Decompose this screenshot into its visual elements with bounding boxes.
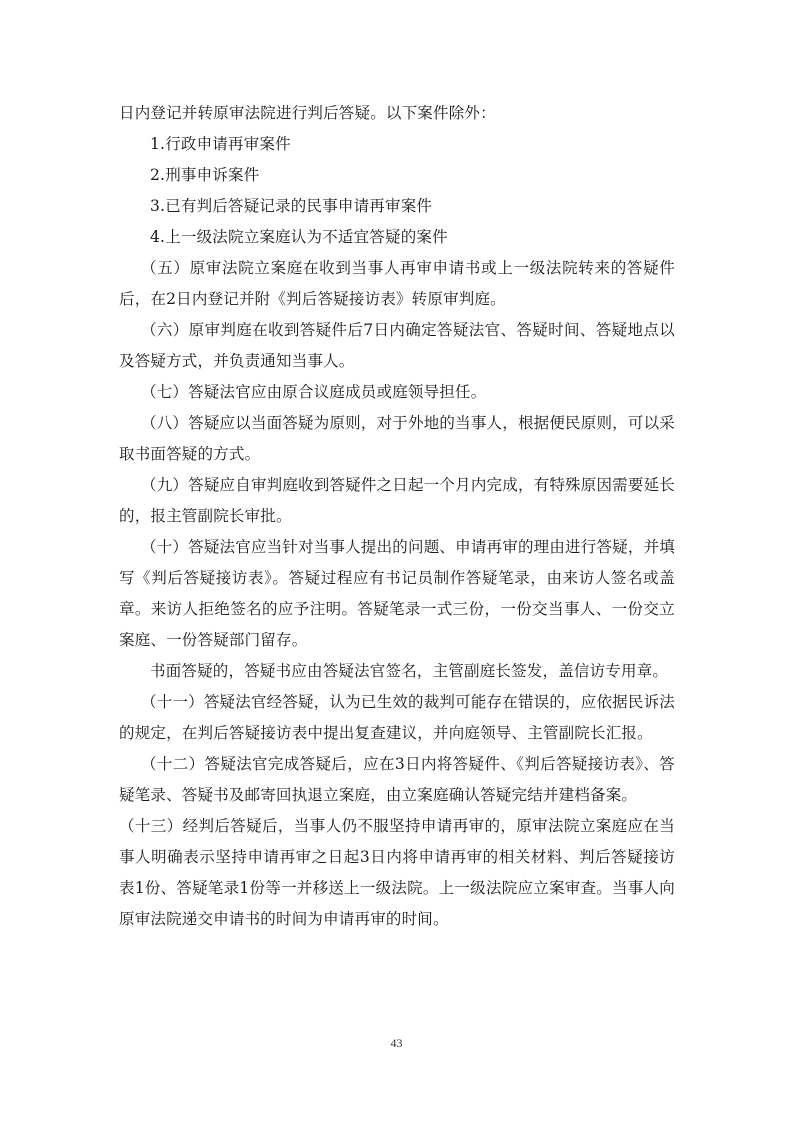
paragraph-continuation: 日内登记并转原审法院进行判后答疑。以下案件除外：: [119, 104, 496, 122]
paragraph-13: （十三）经判后答疑后，当事人仍不服坚持申请再审的，原审法院立案庭应在当事人明确表示坚持申请再审之日起3日内将申请再审的相关材料、判后答疑接访表1份、答疑笔录1份等一并移送上一级法院。上一级法院应立案审查。当事人向原审法院递交申请书的时间为申请再审的时间。: [119, 817, 675, 928]
list-item-3: 3.已有判后答疑记录的民事申请再审案件: [150, 197, 433, 215]
paragraph-7: （七）答疑法官应由原合议庭成员或庭领导担任。: [141, 383, 487, 401]
paragraph-12: （十二）答疑法官完成答疑后，应在3日内将答疑件、《判后答疑接访表》、答疑笔录、答疑书及邮寄回执退立案庭，由立案庭确认答疑完结并建档备案。: [119, 755, 675, 804]
body-text: [119, 98, 675, 935]
paragraph-6: （六）原审判庭在收到答疑件后7日内确定答疑法官、答疑时间、答疑地点以及答疑方式，并负责通知当事人。: [119, 321, 675, 370]
paragraph-8: （八）答疑应以当面答疑为原则，对于外地的当事人，根据便民原则，可以采取书面答疑的方式。: [119, 414, 675, 463]
list-item-4: 4.上一级法院立案庭认为不适宜答疑的案件: [150, 228, 448, 246]
paragraph-9: （九）答疑应自审判庭收到答疑件之日起一个月内完成，有特殊原因需要延长的，报主管副院长审批。: [119, 476, 675, 525]
page-number: 43: [390, 1036, 403, 1050]
paragraph-5: （五）原审法院立案庭在收到当事人再审申请书或上一级法院转来的答疑件后，在2日内登记并附《判后答疑接访表》转原审判庭。: [119, 259, 675, 308]
paragraph-10: （十）答疑法官应当针对当事人提出的问题、申请再审的理由进行答疑，并填写《判后答疑接访表》。答疑过程应有书记员制作答疑笔录，由来访人签名或盖章。来访人拒绝签名的应予注明。答疑笔录一式三份，一份交当事人、一份交立案庭、一份答疑部门留存。: [119, 538, 675, 649]
list-item-2: 2.刑事申诉案件: [150, 166, 260, 184]
list-item-1: 1.行政申请再审案件: [150, 135, 291, 153]
paragraph-11: （十一）答疑法官经答疑，认为已生效的裁判可能存在错误的，应依据民诉法的规定，在判后答疑接访表中提出复查建议，并向庭领导、主管副院长汇报。: [119, 693, 675, 742]
paragraph-written-reply: 书面答疑的，答疑书应由答疑法官签名，主管副庭长签发，盖信访专用章。: [150, 662, 669, 680]
